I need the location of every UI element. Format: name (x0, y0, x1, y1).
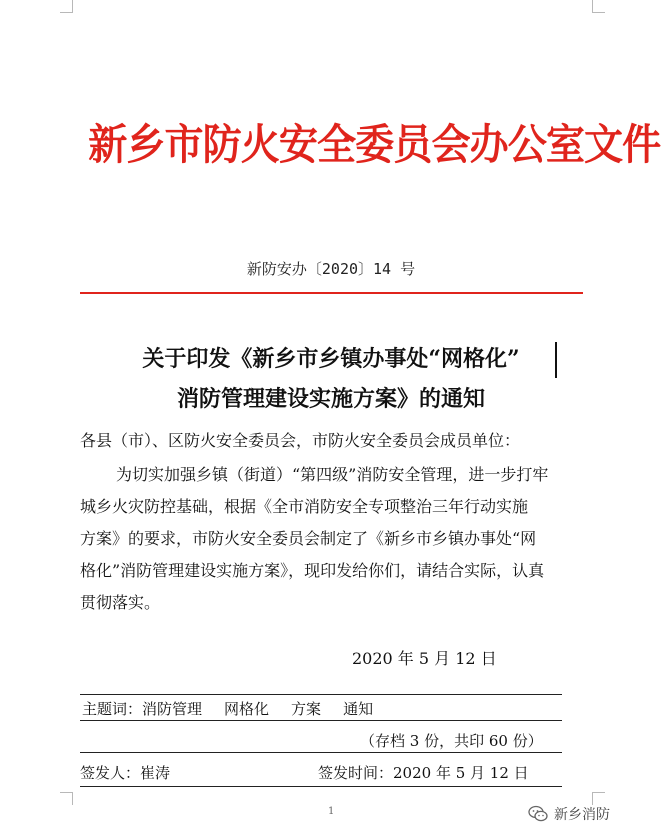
body-line-4: 格化”消防管理建设实施方案》，现印发给你们，请结合实际，认真 (80, 561, 545, 580)
signer: 签发人：崔涛 (80, 764, 171, 782)
document-masthead: 新乡市防火安全委员会办公室文件 (88, 120, 661, 169)
keyword-item: 网格化 (224, 700, 270, 718)
page-number: 1 (328, 806, 335, 817)
document-number: 新防安办〔2020〕14 号 (246, 260, 416, 278)
issue-date: 2020 年 5 月 12 日 (352, 649, 497, 668)
masthead-red-rule (80, 292, 583, 294)
signer-bottom-rule (80, 786, 562, 787)
text-cursor (555, 342, 557, 378)
page-corner-mark-top-right (592, 0, 605, 13)
wechat-icon (528, 805, 548, 823)
body-line-3: 方案》的要求，市防火安全委员会制定了《新乡市乡镇办事处“网 (80, 529, 537, 548)
salutation: 各县（市）、区防火安全委员会，市防火安全委员会成员单位： (80, 431, 521, 450)
archive-note: （存档 3 份，共印 60 份） (360, 732, 543, 750)
keywords-top-rule (80, 694, 562, 695)
keywords-bottom-rule (80, 720, 562, 721)
notice-title-line-1: 关于印发《新乡市乡镇办事处“网格化” (142, 346, 520, 372)
page-corner-mark-top-left (60, 0, 73, 13)
archive-bottom-rule (80, 752, 562, 753)
body-line-1: 为切实加强乡镇（街道）“第四级”消防安全管理，进一步打牢 (116, 465, 549, 484)
watermark-text: 新乡消防 (554, 807, 610, 823)
notice-title-line-2: 消防管理建设实施方案》的通知 (176, 386, 485, 412)
wechat-watermark (528, 804, 610, 824)
page-corner-mark-bottom-left (60, 792, 73, 805)
keyword-item: 消防管理 (142, 700, 203, 718)
keywords-label: 主题词： (82, 700, 143, 718)
body-line-5: 贯彻落实。 (80, 593, 161, 612)
keyword-item: 方案 (291, 700, 322, 718)
sign-date: 签发时间：2020 年 5 月 12 日 (318, 764, 529, 782)
subject-keywords (82, 698, 395, 719)
keyword-item: 通知 (343, 700, 374, 718)
body-line-2: 城乡火灾防控基础，根据《全市消防安全专项整治三年行动实施 (80, 497, 529, 516)
